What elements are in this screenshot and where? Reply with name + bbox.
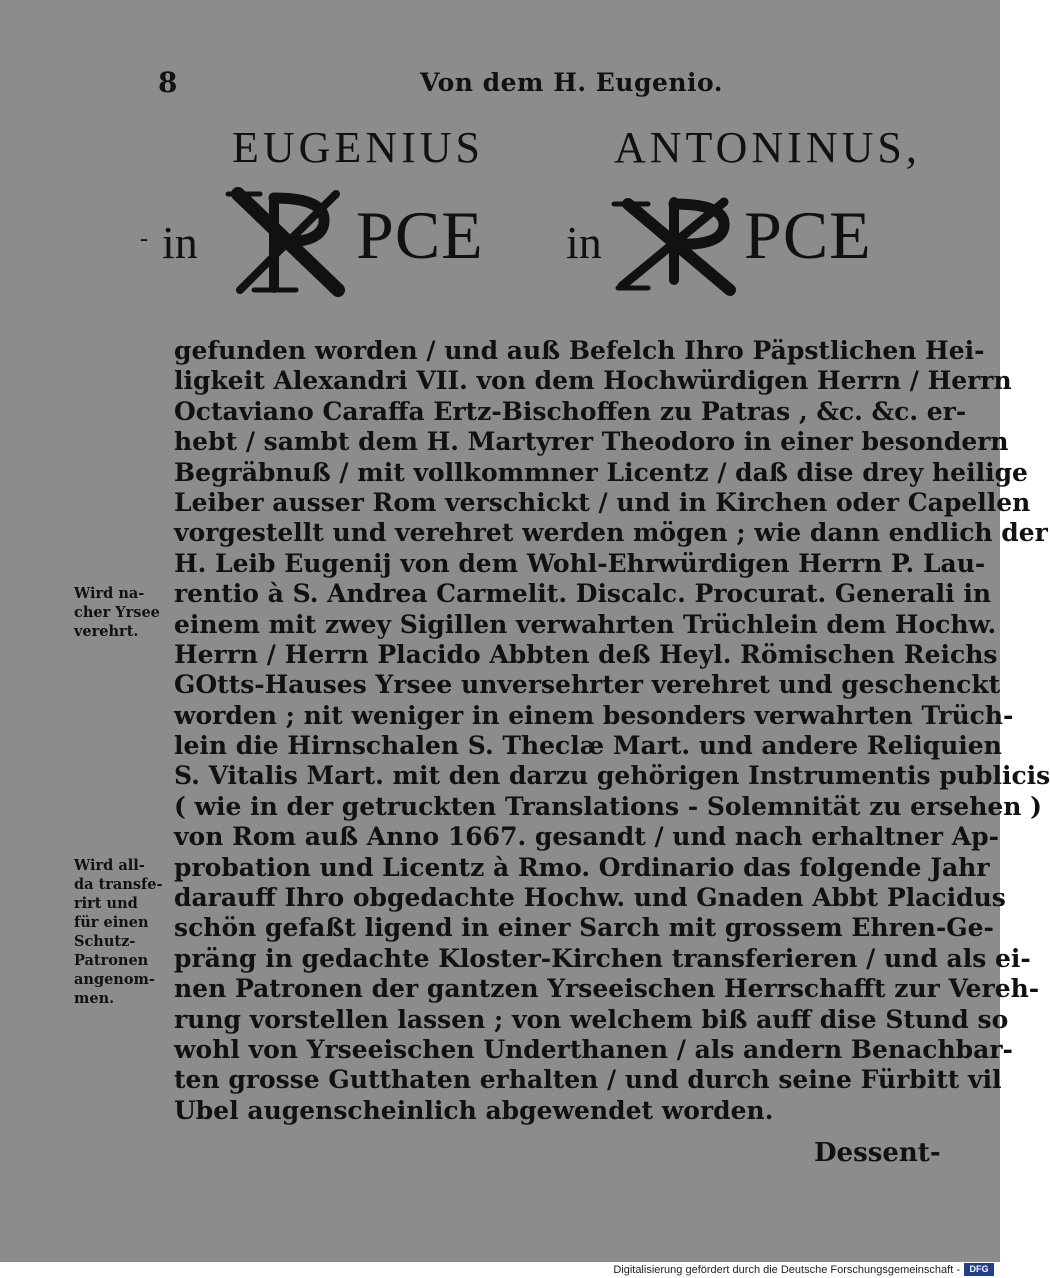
text-line: ( wie in der getruckten Translations - Solemnität zu ersehen ) [174,791,1042,821]
text-line: einem mit zwey Sigillen verwahrten Trüchlein dem Hochw. [174,609,997,639]
text-line: worden ; nit weniger in einem besonders verwahrten Trüch- [174,700,1014,730]
main-text-block [174,336,1050,1126]
margin-note-line: für einen [74,914,149,931]
text-line: wohl von Yrseeischen Underthanen / als andern Benachbar- [174,1034,1013,1064]
text-line: S. Vitalis Mart. mit den darzu gehörigen Instrumentis publicis [174,761,1050,791]
footer-bar [0,1262,1000,1278]
margin-note-line: Schutz- [74,933,136,950]
margin-note-line: rirt und [74,895,138,912]
running-head: Von dem H. Eugenio. [420,68,723,97]
text-line: nen Patronen der gantzen Yrseeischen Herrschafft zur Vereh- [174,974,1040,1004]
text-line: von Rom auß Anno 1667. gesandt / und nach erhaltner Ap- [174,822,999,852]
heading-dash: - [140,226,148,252]
margin-note-line: Patronen [74,952,149,969]
margin-note-transferirt [74,856,174,1008]
chi-rho-monogram-left-icon [226,184,356,300]
heading-pce-left: PCE [356,197,484,273]
text-line: Ubel augenscheinlich abgewendet worden. [174,1095,774,1125]
text-line: darauff Ihro obgedachte Hochw. und Gnaden Abbt Placidus [174,883,1006,913]
text-line: H. Leib Eugenij von dem Wohl-Ehrwürdigen Herrn P. Lau- [174,548,986,578]
page-number: 8 [158,66,178,99]
text-line: probation und Licentz à Rmo. Ordinario das folgende Jahr [174,852,990,882]
text-line: ligkeit Alexandri VII. von dem Hochwürdigen Herrn / Herrn [174,366,1012,396]
text-line: vorgestellt und verehret werden mögen ; wie dann endlich der [174,518,1048,548]
text-line: GOtts-Hauses Yrsee unversehrter verehret und geschenckt [174,670,1001,700]
margin-note-line: angenom- [74,971,155,988]
footer-credit: Digitalisierung gefördert durch die Deutsche Forschungsgemeinschaft - [613,1264,960,1276]
heading-in-right: in [566,217,602,268]
text-line: Octaviano Caraffa Ertz-Bischoffen zu Patras , &c. &c. er- [174,396,967,426]
margin-note-line: Wird na- [74,585,145,602]
text-line: hebt / sambt dem H. Martyrer Theodoro in einer besondern [174,427,1009,457]
text-line: rung vorstellen lassen ; von welchem biß auff dise Stund so [174,1004,1009,1034]
text-line: Leiber ausser Rom verschickt / und in Kirchen oder Capellen [174,487,1031,517]
chi-rho-monogram-right-icon [612,196,744,296]
margin-note-line: cher Yrsee [74,604,160,621]
margin-note-line: Wird all- [74,857,145,874]
text-line: präng in gedachte Kloster-Kirchen transferieren / und als ei- [174,943,1031,973]
heading-in-left: in [162,217,198,268]
text-line: rentio à S. Andrea Carmelit. Discalc. Procurat. Generali in [174,579,992,609]
margin-note-line: da transfe- [74,876,163,893]
catchword: Dessent- [814,1138,941,1168]
text-line: Begräbnuß / mit vollkommner Licentz / daß dise drey heilige [174,457,1028,487]
heading-pce-right: PCE [744,197,872,273]
dfg-logo: DFG [964,1263,994,1276]
margin-note-line: men. [74,990,115,1007]
text-line: gefunden worden / und auß Befelch Ihro Päpstlichen Hei- [174,336,985,365]
heading-name-left: EUGENIUS [232,123,484,172]
text-line: lein die Hirnschalen S. Theclæ Mart. und andere Reliquien [174,731,1002,761]
margin-note-line: verehrt. [74,623,139,640]
text-line: Herrn / Herrn Placido Abbten deß Heyl. Römischen Reichs [174,639,998,669]
text-line: schön gefaßt ligend in einer Sarch mit grossem Ehren-Ge- [174,913,994,943]
heading-name-right: ANTONINUS, [614,123,921,172]
text-line: ten grosse Gutthaten erhalten / und durch seine Fürbitt vil [174,1065,1002,1095]
margin-note-verehrt [74,584,174,641]
